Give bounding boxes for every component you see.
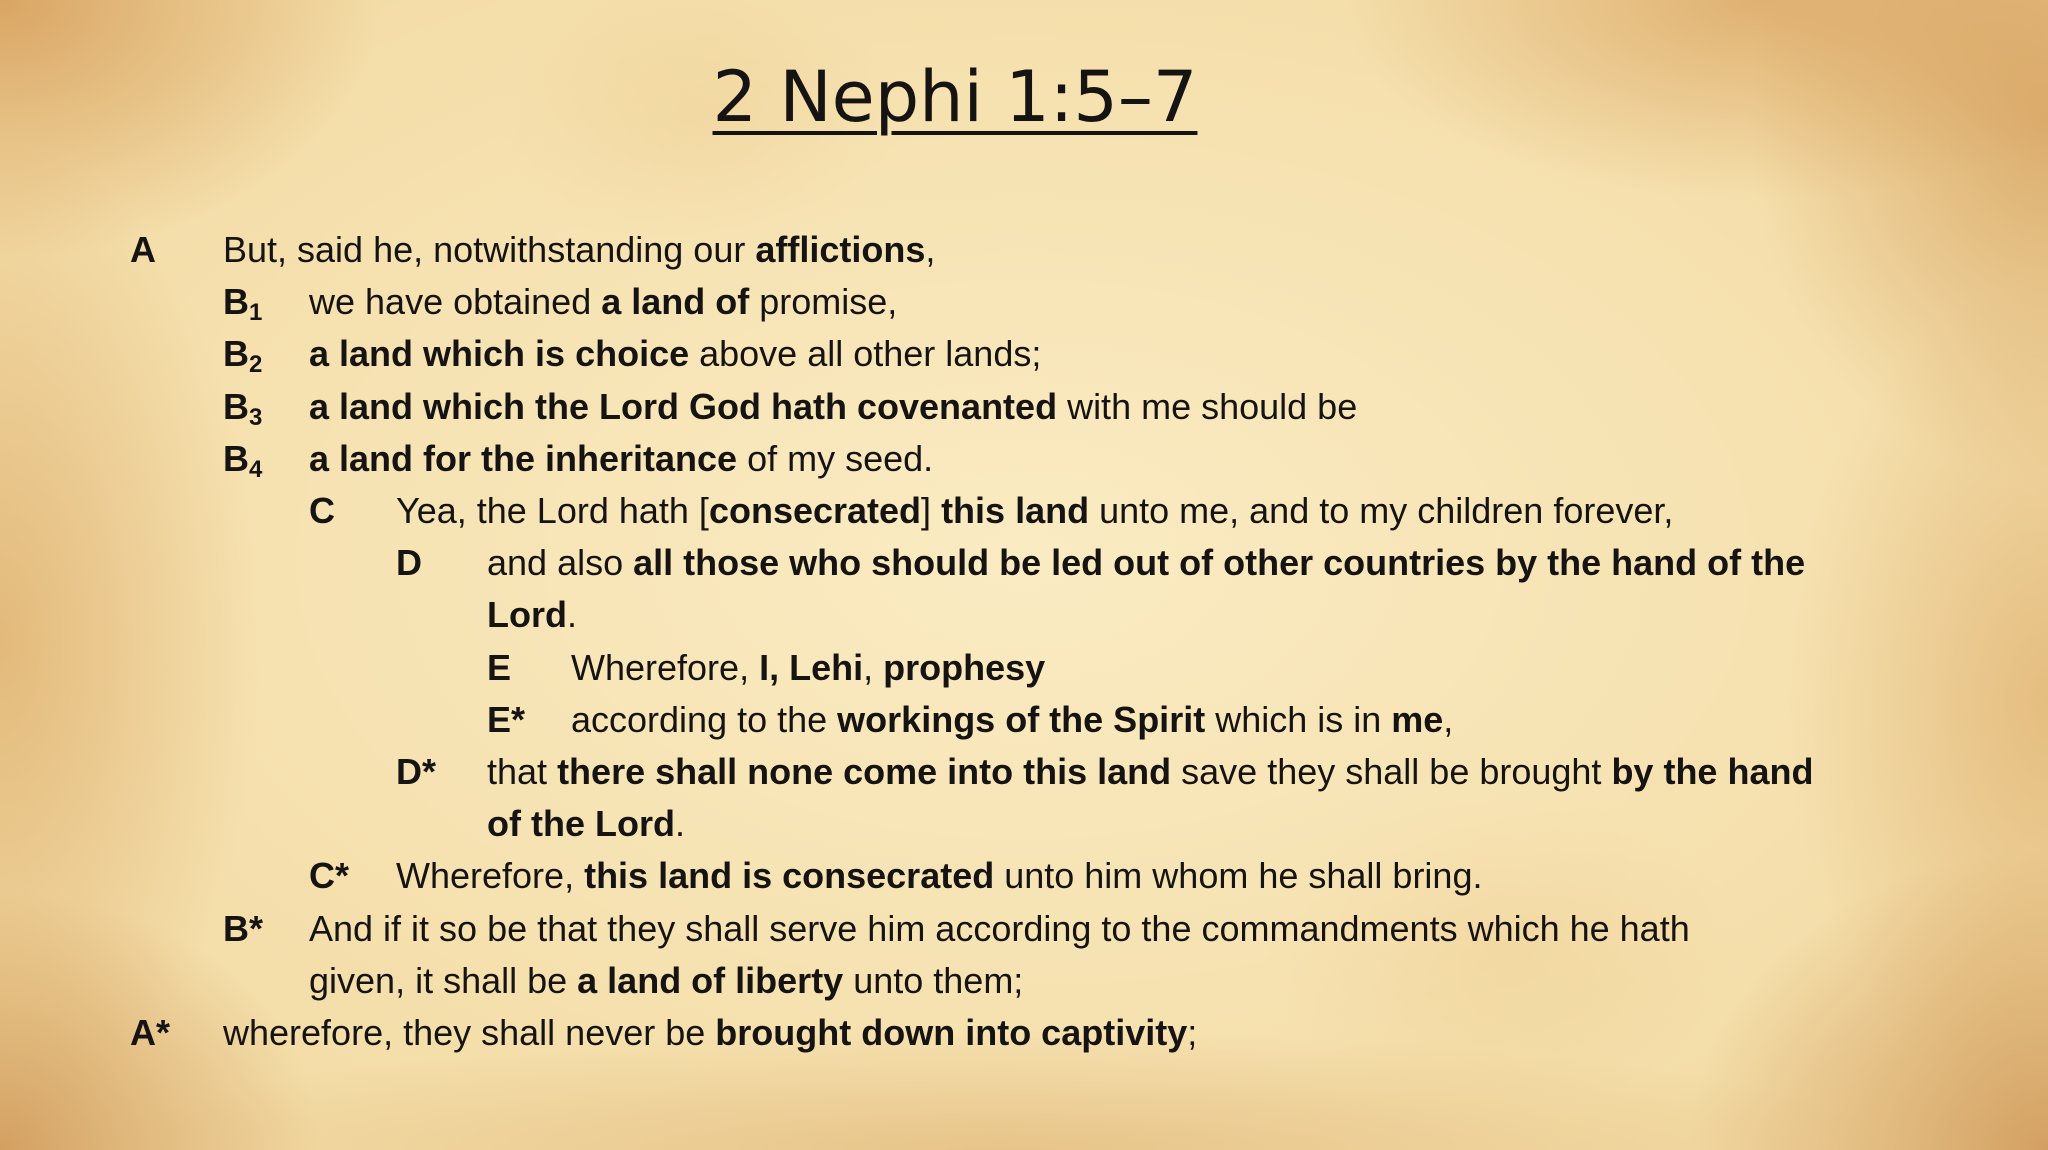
chiasm-label-subscript: 3	[249, 403, 263, 431]
chiasm-label-letter: E*	[487, 698, 526, 740]
emphasized-text: afflictions	[755, 229, 926, 270]
plain-text: Yea, the Lord hath [	[396, 490, 709, 531]
emphasized-text: all those who should be led out of other countries by the hand of the	[633, 542, 1806, 584]
chiasm-label-letter: D	[396, 542, 422, 584]
chiasm-label	[309, 485, 335, 537]
chiasm-line-text	[309, 903, 1690, 955]
plain-text: according to the	[571, 698, 838, 740]
emphasized-text: I, Lehi	[759, 646, 864, 688]
chiasm-line	[0, 589, 2048, 641]
emphasized-text: by the hand	[1611, 751, 1814, 792]
emphasized-text: me	[1391, 698, 1444, 740]
chiasm-line	[0, 224, 2048, 276]
chiasm-label-letter: D*	[396, 751, 437, 792]
plain-text: with me should be	[1057, 385, 1358, 427]
chiasm-line-text	[309, 381, 1357, 433]
plain-text: ;	[1187, 1012, 1198, 1053]
plain-text: ,	[1443, 698, 1454, 740]
chiasm-line-text	[223, 224, 935, 276]
emphasized-text: of the Lord	[487, 803, 675, 845]
plain-text: of my seed.	[737, 437, 934, 479]
chiasm-label	[223, 276, 262, 328]
chiasm-label-subscript: 1	[249, 299, 263, 327]
plain-text: ,	[863, 646, 884, 688]
chiasm-line	[0, 746, 2048, 798]
emphasized-text: brought down into captivity	[715, 1012, 1188, 1053]
chiasm-label-letter: A	[130, 229, 156, 270]
chiasm-line	[0, 433, 2048, 485]
emphasized-text: a land which is choice	[309, 333, 690, 375]
chiasm-line-text	[309, 433, 933, 485]
chiasm-line-text	[571, 642, 1045, 694]
plain-text: wherefore, they shall never be	[223, 1012, 716, 1053]
plain-text: we have obtained	[309, 281, 602, 323]
emphasized-text: consecrated	[708, 490, 922, 531]
chiasm-label	[223, 903, 263, 955]
plain-text: ,	[925, 229, 936, 270]
chiasm-label	[487, 694, 525, 746]
plain-text: above all other lands;	[689, 333, 1042, 375]
chiasm-label-letter: C	[309, 490, 335, 531]
chiasm-line	[0, 694, 2048, 746]
plain-text: and also	[487, 542, 634, 584]
chiasm-line-text	[396, 850, 1482, 902]
emphasized-text: a land for the inheritance	[309, 437, 738, 479]
plain-text: .	[674, 803, 685, 845]
chiasm-line	[0, 381, 2048, 433]
slide-title: 2 Nephi 1:5–7	[712, 56, 1198, 138]
plain-text: which is in	[1205, 698, 1392, 740]
emphasized-text: a land of	[601, 281, 750, 323]
plain-text: .	[566, 594, 577, 636]
chiasm-label	[130, 1007, 170, 1059]
chiasm-label	[223, 328, 262, 380]
chiasm-line	[0, 537, 2048, 589]
chiasm-label-letter: B	[223, 437, 249, 479]
emphasized-text: prophesy	[883, 646, 1046, 688]
chiasm-label-letter: A*	[130, 1012, 171, 1053]
chiasm-label-letter: B	[223, 281, 249, 323]
chiasm-line	[0, 903, 2048, 955]
plain-text: ]	[921, 490, 942, 531]
chiasm-line-text	[571, 694, 1453, 746]
plain-text: And if it so be that they shall serve him according to the commandments which he hath	[309, 907, 1690, 949]
chiasm-line	[0, 850, 2048, 902]
chiasm-label-letter: B	[223, 333, 249, 375]
emphasized-text: workings of the Spirit	[837, 698, 1206, 740]
plain-text: that	[487, 751, 558, 792]
chiasm-line	[0, 485, 2048, 537]
plain-text: Wherefore,	[571, 646, 760, 688]
chiasm-line	[0, 328, 2048, 380]
chiasm-label-letter: B	[223, 385, 249, 427]
chiasm-line	[0, 276, 2048, 328]
chiasm-line-text	[487, 746, 1813, 798]
plain-text: unto him whom he shall bring.	[994, 855, 1483, 897]
chiasm-label	[396, 746, 436, 798]
chiasm-line-text	[487, 798, 685, 850]
chiasm-label	[396, 537, 422, 589]
plain-text: But, said he, notwithstanding our	[223, 229, 756, 270]
chiasm-line	[0, 1007, 2048, 1059]
chiasm-label-subscript: 4	[249, 455, 263, 483]
chiasm-line	[0, 955, 2048, 1007]
chiasm-line-text	[396, 485, 1673, 537]
chiasm-line-text	[487, 537, 1805, 589]
chiasm-label-letter: C*	[309, 855, 350, 897]
emphasized-text: Lord	[487, 594, 567, 636]
plain-text: save they shall be brought	[1171, 751, 1612, 792]
chiasm-line	[0, 798, 2048, 850]
chiasm-label	[309, 850, 349, 902]
plain-text: promise,	[749, 281, 898, 323]
plain-text: unto them;	[843, 959, 1024, 1001]
emphasized-text: a land of liberty	[577, 959, 844, 1001]
chiasm-label	[130, 224, 156, 276]
emphasized-text: this land is consecrated	[584, 855, 995, 897]
plain-text: unto me, and to my children forever,	[1089, 490, 1674, 531]
plain-text: Wherefore,	[396, 855, 585, 897]
chiasm-label	[223, 381, 262, 433]
chiasm-label	[223, 433, 262, 485]
chiasm-label-letter: B*	[223, 907, 264, 949]
chiasm-line-text	[309, 955, 1023, 1007]
chiasm-label-subscript: 2	[249, 351, 263, 379]
chiasm-line-text	[309, 328, 1041, 380]
emphasized-text: there shall none come into this land	[557, 751, 1172, 792]
chiasm-label-letter: E	[487, 646, 512, 688]
chiasm-line-text	[487, 589, 577, 641]
chiasm-line-text	[223, 1007, 1197, 1059]
chiasm-line	[0, 642, 2048, 694]
emphasized-text: a land which the Lord God hath covenanted	[309, 385, 1058, 427]
chiasm-line-text	[309, 276, 897, 328]
emphasized-text: this land	[941, 490, 1090, 531]
plain-text: given, it shall be	[309, 959, 578, 1001]
chiasm-label	[487, 642, 511, 694]
